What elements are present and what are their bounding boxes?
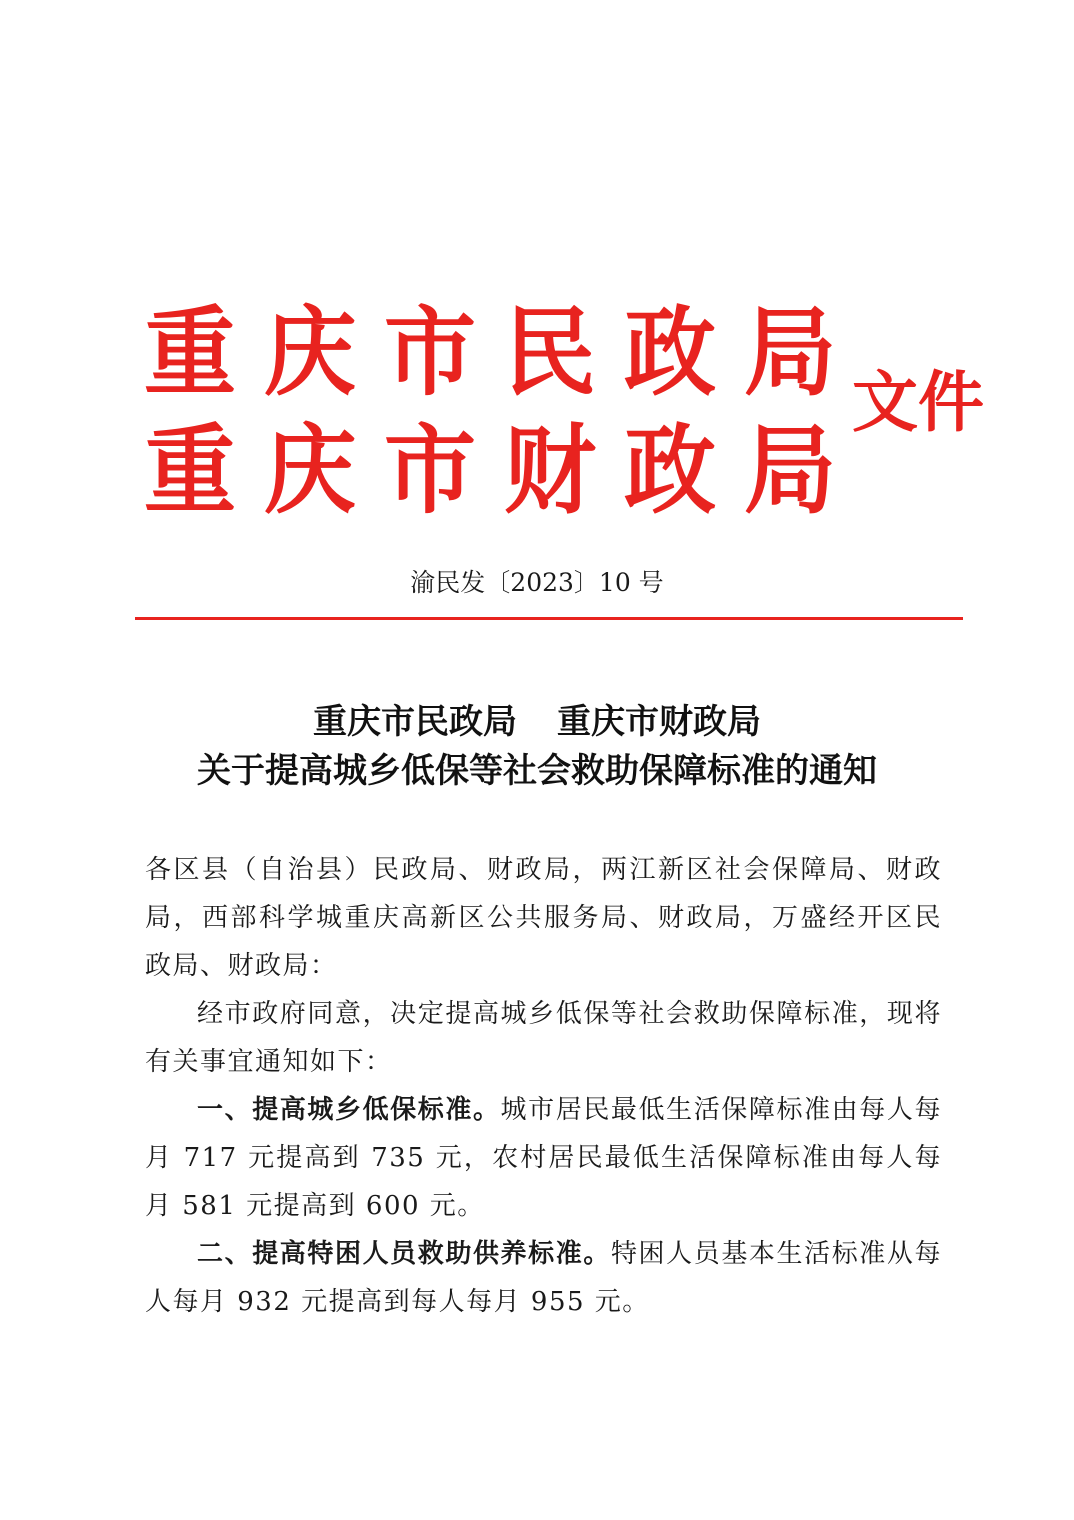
org-char: 财 — [503, 413, 596, 528]
salutation: 各区县（自治县）民政局、财政局，两江新区社会保障局、财政局，西部科学城重庆高新区公共服务局、财政局，万盛经开区民政局、财政局： — [145, 855, 942, 981]
document-body — [145, 846, 942, 1326]
item-text: 城市居民最低生活保障标准由每人每月 717 元提高到 735 元，农村居民最低生活保障标准由每人每月 581 元提高到 600 元。 — [145, 1095, 942, 1221]
red-letterhead — [140, 295, 1000, 530]
org-name-civil-affairs — [140, 295, 840, 410]
item-heading: 二、提高特困人员救助供养标准。 — [197, 1239, 611, 1269]
org-char: 市 — [383, 295, 476, 410]
document-number: 渝民发〔2023〕10 号 — [410, 568, 664, 597]
org-char: 重 — [143, 295, 236, 410]
title-issuers — [0, 698, 1074, 746]
item-heading: 一、提高城乡低保标准。 — [197, 1095, 501, 1125]
item-paragraph — [145, 1086, 942, 1230]
org-char: 民 — [503, 295, 596, 410]
org-char: 市 — [383, 413, 476, 528]
issuer-finance: 重庆市财政局 — [557, 702, 761, 742]
item-text: 特困人员基本生活标准从每人每月 932 元提高到每人每月 955 元。 — [145, 1239, 942, 1317]
issuer-civil-affairs: 重庆市民政局 — [313, 702, 517, 742]
org-name-finance — [140, 413, 840, 528]
org-char: 重 — [143, 413, 236, 528]
item-paragraph — [145, 1230, 942, 1326]
org-char: 庆 — [263, 295, 356, 410]
intro-paragraph: 经市政府同意，决定提高城乡低保等社会救助保障标准，现将有关事宜通知如下： — [145, 999, 942, 1077]
red-divider — [135, 617, 963, 620]
document-suffix: 文件 — [852, 363, 984, 441]
org-char: 庆 — [263, 413, 356, 528]
org-char: 政 — [623, 413, 716, 528]
title-subject: 关于提高城乡低保等社会救助保障标准的通知 — [197, 751, 877, 791]
org-char: 局 — [743, 295, 836, 410]
org-char: 政 — [623, 295, 716, 410]
org-char: 局 — [743, 413, 836, 528]
